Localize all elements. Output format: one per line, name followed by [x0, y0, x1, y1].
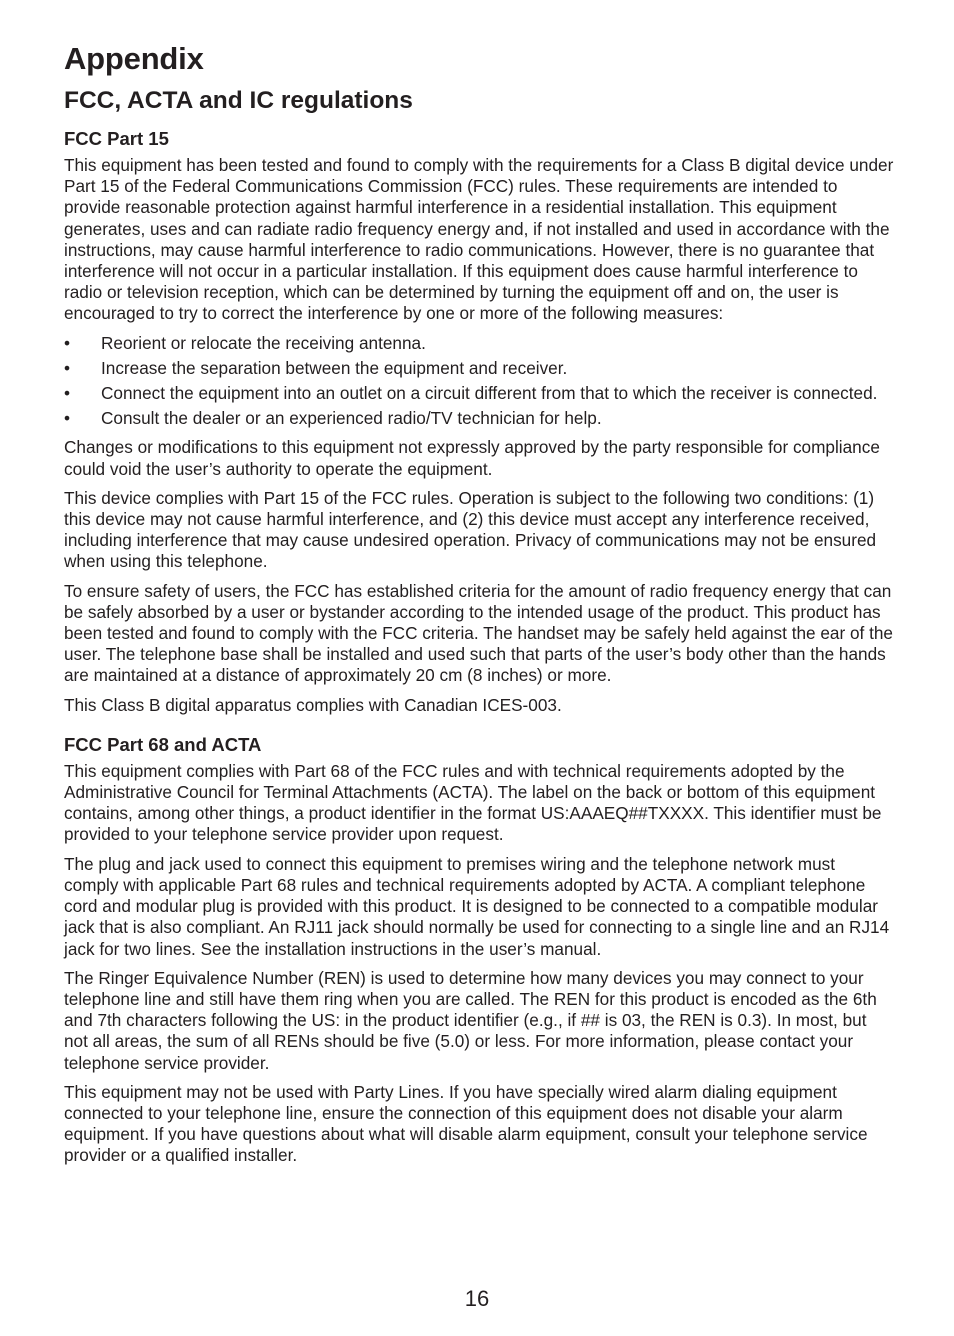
bullet-icon: • [64, 332, 71, 353]
rf-safety-paragraph: To ensure safety of users, the FCC has established criteria for the amount of radio frequency energy that can be safely absorbed by a user or bystander according to the intended usage of the product. This product has been tested and found to comply with the FCC criteria. The handset may be safely held against the ear of the user. The telephone base shall be installed and used such that parts of the user’s body other than the hands are maintained at a distance of approximately 20 cm (8 inches) or more. [64, 580, 893, 686]
label-paragraph: This equipment complies with Part 68 of the FCC rules and with technical requirements adopted by the Administrative Council for Terminal Attachments (ACTA). The label on the back or bottom of this equipment contains, among other things, a product identifier in the format US:AAAEQ##TXXXX. This identifier must be provided to your telephone service provider upon request. [64, 760, 882, 845]
fcc-part15-intro: This equipment has been tested and found to comply with the requirements for a Class B digital device under Part 15 of the Federal Communications Commission (FCC) rules. These requirements are intended to provide reasonable protection against harmful interference in a residential installation. This equipment generates, uses and can radiate radio frequency energy and, if not installed and used in accordance with the instructions, may cause harmful interference to radio communications. However, there is no guarantee that interference will not occur in a particular installation. If this equipment does cause harmful interference to radio or television reception, which can be determined by turning the equipment off and on, the user is encouraged to try to correct the interference by one or more of the following measures: [64, 155, 894, 324]
list-item [64, 408, 894, 429]
page-subtitle: FCC, ACTA and IC regulations [64, 87, 413, 114]
bullet-icon: • [64, 357, 71, 378]
interference-measures-list [64, 333, 894, 430]
ices-paragraph: This Class B digital apparatus complies with Canadian ICES-003. [64, 694, 562, 715]
list-item-text: Reorient or relocate the receiving antenna. [101, 332, 426, 353]
list-item [64, 383, 894, 404]
fcc-part15-section [64, 126, 894, 716]
list-item-text: Consult the dealer or an experienced radio/TV technician for help. [101, 408, 602, 429]
ren-paragraph: The Ringer Equivalence Number (REN) is used to determine how many devices you may connect to your telephone line and still have them ring when you are called. The REN for this product is encoded as the 6th and 7th characters following the US: in the product identifier (e.g., if ## is 03, the REN is 0.3). In most, but not all areas, the sum of all RENs should be five (5.0) or less. For more information, please contact your telephone service provider. [64, 967, 877, 1073]
list-item [64, 358, 894, 379]
modifications-paragraph: Changes or modifications to this equipment not expressly approved by the party responsible for compliance could void the user’s authority to operate the equipment. [64, 437, 880, 479]
list-item-text: Increase the separation between the equipment and receiver. [101, 357, 568, 378]
document-page [64, 38, 894, 1175]
party-lines-paragraph: This equipment may not be used with Party Lines. If you have specially wired alarm dialing equipment connected to your telephone line, ensure the connection of this equipment does not disable your alarm equipment. If you have questions about what will disable alarm equipment, consult your telephone service provider or a qualified installer. [64, 1081, 868, 1166]
conditions-paragraph: This device complies with Part 15 of the FCC rules. Operation is subject to the following two conditions: (1) this device may not cause harmful interference, and (2) this device must accept any interference received, including interference that may cause undesired operation. Privacy of communications may not be ensured when using this telephone. [64, 487, 877, 572]
list-item [64, 333, 894, 354]
page-title: Appendix [64, 41, 204, 76]
list-item-text: Connect the equipment into an outlet on a circuit different from that to which the receiver is connected. [101, 383, 878, 404]
plug-jack-paragraph: The plug and jack used to connect this equipment to premises wiring and the telephone network must comply with applicable Part 68 rules and technical requirements adopted by ACTA. A compliant telephone cord and modular plug is provided with this product. It is designed to be connected to a compatible modular jack that is also compliant. An RJ11 jack should normally be used for connecting to a single line and an RJ14 jack for two lines. See the installation instructions in the user’s manual. [64, 853, 890, 959]
bullet-icon: • [64, 383, 71, 404]
fcc-part15-heading: FCC Part 15 [64, 128, 169, 149]
fcc-part68-heading: FCC Part 68 and ACTA [64, 733, 262, 755]
page-number: 16 [464, 1286, 490, 1311]
fcc-part68-section [64, 732, 894, 1167]
bullet-icon: • [64, 408, 71, 429]
